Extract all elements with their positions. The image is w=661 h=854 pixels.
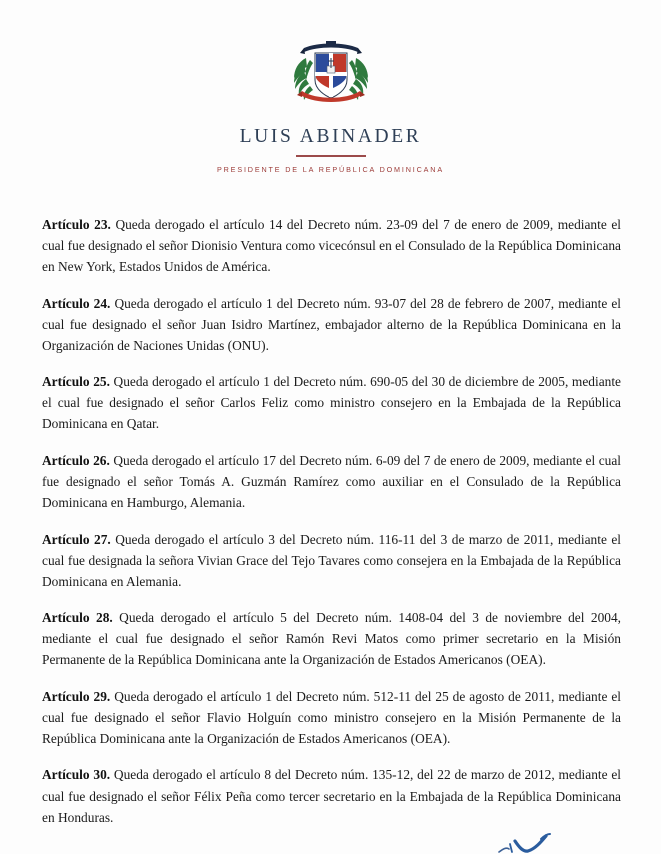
document-body (42, 214, 621, 828)
article-paragraph (42, 686, 621, 749)
letterhead (0, 0, 661, 174)
article-label: Artículo 28. (42, 610, 113, 626)
article-text: Queda derogado el artículo 14 del Decreto núm. 23-09 del 7 de enero de 2009, mediante el cual fue designado el señor Dionisio Ventura como vicecónsul en el Consulado de la República Dominicana en New York, Estados Unidos de América. (42, 217, 621, 275)
article-label: Artículo 27. (42, 531, 111, 547)
article-label: Artículo 30. (42, 767, 111, 783)
article-text: Queda derogado el artículo 3 del Decreto núm. 116-11 del 3 de marzo de 2011, mediante el cual fue designada la señora Vivian Grace del Tejo Tavares como consejera en la Embajada de la República Dominicana en Alemania. (42, 531, 621, 589)
letterhead-divider (296, 155, 366, 157)
article-label: Artículo 23. (42, 217, 111, 232)
article-paragraph (42, 450, 621, 513)
article-paragraph (42, 529, 621, 592)
article-label: Artículo 24. (42, 295, 111, 311)
article-paragraph (42, 607, 621, 670)
signature-mark-icon (497, 828, 567, 854)
article-paragraph (42, 293, 621, 356)
article-text: Queda derogado el artículo 1 del Decreto núm. 512-11 del 25 de agosto de 2011, mediante el cual fue designado el señor Flavio Holguín como ministro consejero en la Misión Permanente de la República Dominicana ante la Organización de Estados Americanos (OEA). (42, 688, 621, 746)
article-label: Artículo 26. (42, 452, 110, 468)
article-paragraph (42, 764, 621, 827)
coat-of-arms-icon (288, 36, 374, 108)
article-label: Artículo 25. (42, 374, 110, 390)
article-text: Queda derogado el artículo 1 del Decreto núm. 93-07 del 28 de febrero de 2007, mediante el cual fue designado el señor Juan Isidro Martínez, embajador alterno de la República Dominicana en la Organización de Naciones Unidas (ONU). (42, 295, 621, 353)
article-paragraph (42, 371, 621, 434)
article-text: Queda derogado el artículo 17 del Decreto núm. 6-09 del 7 de enero de 2009, mediante el cual fue designado el señor Tomás A. Guzmán Ramírez como auxiliar en el Consulado de la República Dominicana en Hamburgo, Alemania. (42, 452, 621, 511)
president-name: LUIS ABINADER (239, 126, 422, 147)
article-paragraph (42, 214, 621, 277)
article-text: Queda derogado el artículo 1 del Decreto núm. 690-05 del 30 de diciembre de 2005, mediante el cual fue designado el señor Carlos Feliz como ministro consejero en la Embajada de la República Dominicana en Qatar. (42, 374, 622, 432)
president-subtitle: PRESIDENTE DE LA REPÚBLICA DOMINICANA (216, 164, 444, 174)
article-label: Artículo 29. (42, 688, 111, 704)
article-text: Queda derogado el artículo 5 del Decreto núm. 1408-04 del 3 de noviembre del 2004, mediante el cual fue designado el señor Ramón Revi Matos como primer secretario en la Misión Permanente de la República Dominicana ante la Organización de Estados Americanos (OEA). (42, 610, 621, 668)
article-text: Queda derogado el artículo 8 del Decreto núm. 135-12, del 22 de marzo de 2012, mediante el cual fue designado el señor Félix Peña como tercer secretario en la Embajada de la República Dominicana en Honduras. (42, 767, 621, 825)
